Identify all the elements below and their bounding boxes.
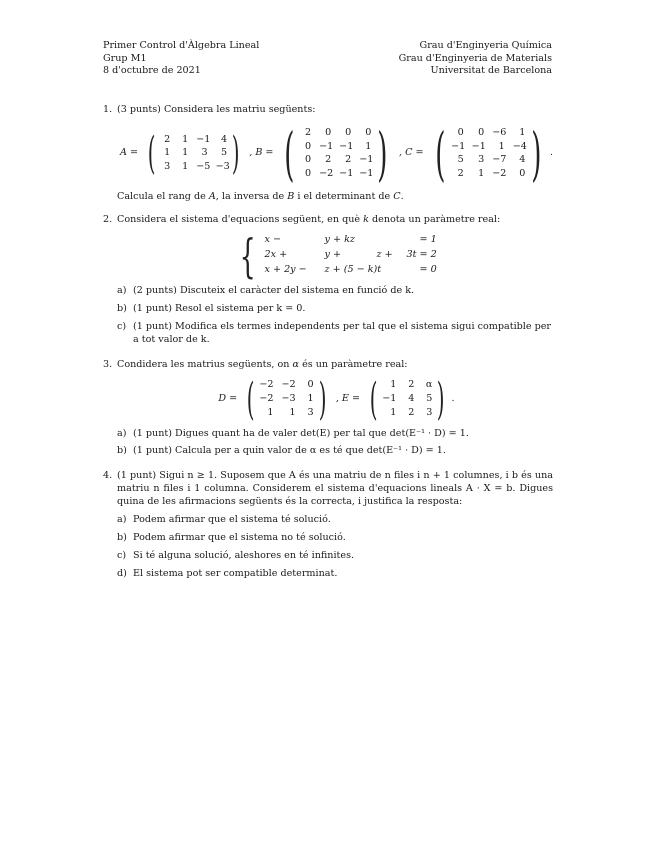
- matrix-cell: 3: [478, 154, 485, 166]
- intro-var: α: [292, 358, 300, 370]
- matrix-cell: −2: [259, 379, 274, 391]
- degree-2: Grau d'Enginyeria de Materials: [398, 52, 552, 64]
- matrix-cell: −1: [196, 133, 211, 145]
- matrix-a-label: A =: [120, 147, 139, 159]
- right-paren: ): [437, 373, 445, 425]
- matrix-b-grid: [301, 126, 374, 182]
- matrix-cell: 4: [220, 133, 228, 145]
- matrix-cell: 2: [408, 379, 415, 391]
- matrix-cell: 1: [390, 379, 397, 391]
- equation-term: y + kz: [324, 234, 355, 246]
- task-var: B: [287, 190, 295, 202]
- exam-content: [103, 104, 553, 581]
- problem-number: 3.: [103, 358, 113, 370]
- equation-term: x + 2y −: [264, 264, 307, 276]
- matrix-cell: 0: [457, 126, 464, 138]
- system-brace: {: [239, 228, 256, 283]
- equation-term: [377, 264, 407, 277]
- matrix-cell: 2: [345, 154, 352, 166]
- matrix-cell: 0: [519, 168, 526, 180]
- matrix-cell: 2: [164, 133, 171, 145]
- problem-intro: [117, 359, 553, 372]
- matrix-cell: −4: [512, 140, 527, 152]
- matrices-abc: [117, 119, 553, 188]
- subquestion-text: (1 punt) Digues quant ha de valer det(E) per tal que det(E⁻¹ · D) = 1.: [133, 427, 469, 439]
- subquestion-text: (1 punt) Calcula per a quin valor de α es té que det(E⁻¹ · D) = 1.: [133, 445, 446, 457]
- equation-term: z +: [376, 249, 393, 261]
- matrix-cell: −1: [382, 393, 397, 405]
- matrix-cell: 2: [408, 406, 415, 418]
- matrix-e-grid: [382, 379, 432, 420]
- equation-term: y +: [324, 249, 342, 261]
- subquestions: [117, 428, 553, 459]
- header-right: [292, 40, 552, 78]
- equation-term: 2x +: [264, 249, 288, 261]
- equation-system: [117, 228, 553, 283]
- subquestion-text: El sistema pot ser compatible determinat.: [133, 568, 338, 579]
- equation-term: x −: [264, 234, 282, 246]
- subquestion-label: c): [117, 320, 127, 332]
- subquestion-text: Podem afirmar que el sistema té solució.: [133, 514, 331, 526]
- problem-number: 4.: [103, 470, 113, 482]
- matrix-cell: 2: [305, 126, 312, 138]
- subquestion: [117, 532, 553, 545]
- matrices-de: [117, 373, 553, 425]
- matrix-cell: 0: [478, 126, 485, 138]
- problem-4: [103, 470, 553, 581]
- matrix-a: [143, 127, 244, 179]
- matrix-cell: 0: [345, 126, 352, 138]
- matrix-cell: −3: [215, 161, 230, 173]
- subquestion-label: b): [117, 532, 127, 544]
- left-paren: (: [284, 119, 295, 188]
- matrix-cell: 1: [365, 140, 372, 152]
- matrix-cell: 0: [305, 168, 312, 180]
- left-paren: (: [246, 373, 255, 425]
- subquestion-label: b): [117, 445, 127, 457]
- matrix-cell: 3: [201, 147, 208, 159]
- matrix-c-grid: [451, 127, 525, 182]
- matrix-cell: 1: [390, 406, 397, 418]
- subquestions: [117, 514, 553, 581]
- task-text: , la inversa de: [215, 190, 288, 202]
- left-paren: (: [369, 373, 378, 425]
- matrix-cell: −2: [281, 379, 296, 391]
- subquestion: [117, 285, 553, 298]
- matrix-cell: 1: [182, 133, 189, 145]
- system-grid: [265, 234, 437, 277]
- right-paren: ): [531, 119, 542, 188]
- matrix-cell: −1: [359, 168, 374, 180]
- matrix-cell: 2: [457, 168, 464, 180]
- problem-intro: (3 punts) Considera les matriu següents:: [117, 104, 316, 115]
- equation-term: 3t = 2: [406, 249, 437, 261]
- matrix-c-label: , C =: [398, 147, 424, 159]
- matrix-cell: 5: [220, 147, 228, 159]
- task-text: i el determinant de: [294, 190, 394, 202]
- problem-1-task: [117, 191, 553, 204]
- intro-var: k: [363, 213, 369, 225]
- right-paren: ): [377, 119, 388, 188]
- subquestion: [117, 568, 553, 581]
- degree-1: Grau d'Enginyeria Química: [419, 40, 552, 51]
- matrix-cell: −7: [492, 154, 507, 166]
- matrix-cell: 1: [164, 147, 171, 159]
- matrix-cell: −1: [319, 140, 334, 152]
- matrix-d: [242, 373, 331, 425]
- subquestion: [117, 550, 553, 563]
- intro-text: denota un paràmetre real:: [368, 213, 501, 225]
- subquestion-text: (1 punt) Modifica els termes independents per tal que el sistema sigui compatible per a tot valor de k.: [133, 320, 551, 345]
- matrix-e-end: .: [451, 393, 455, 405]
- matrix-e-label: , E =: [335, 393, 361, 405]
- university: Universitat de Barcelona: [430, 65, 552, 76]
- matrix-cell: 4: [408, 393, 415, 405]
- subquestion: [117, 428, 553, 441]
- matrix-cell: −1: [471, 140, 486, 152]
- matrix-e: [365, 373, 450, 425]
- matrix-cell: 3: [307, 406, 314, 418]
- problem-intro: [117, 214, 553, 227]
- matrix-b: [278, 119, 394, 188]
- group-label: Grup M1: [103, 52, 147, 64]
- matrix-a-grid: [160, 133, 230, 175]
- matrix-cell: 1: [182, 147, 189, 159]
- matrix-cell: 1: [498, 140, 505, 152]
- matrix-c: [429, 119, 548, 188]
- intro-text: Condidera les matrius següents, on: [117, 358, 293, 370]
- left-paren: (: [434, 119, 445, 188]
- subquestion-text: (2 punts) Discuteix el caràcter del sistema en funció de k.: [133, 284, 415, 296]
- matrix-d-grid: [259, 379, 313, 420]
- subquestion-text: (1 punt) Resol el sistema per k = 0.: [133, 302, 306, 314]
- subquestion-text: Si té alguna solució, aleshores en té infinites.: [133, 550, 355, 562]
- task-text: Calcula el rang de: [117, 190, 209, 202]
- matrix-cell: 0: [365, 126, 372, 138]
- task-text: .: [400, 190, 404, 202]
- matrix-cell: −1: [339, 140, 354, 152]
- subquestion-label: a): [117, 284, 127, 296]
- task-var: A: [208, 190, 216, 202]
- matrix-cell: 0: [325, 126, 332, 138]
- subquestion-label: a): [117, 427, 127, 439]
- equation-term: z + (5 − k)t: [324, 264, 382, 276]
- matrix-cell: 2: [325, 154, 332, 166]
- matrix-cell: −2: [319, 168, 334, 180]
- subquestion-label: a): [117, 514, 127, 526]
- subquestions: [117, 285, 553, 347]
- problem-number: 1.: [103, 104, 113, 115]
- matrix-cell: 1: [478, 168, 485, 180]
- problem-number: 2.: [103, 213, 113, 225]
- matrix-cell: 5: [426, 393, 433, 405]
- matrix-b-label: , B =: [249, 147, 274, 159]
- matrix-cell: 1: [307, 393, 314, 405]
- matrix-cell: −5: [196, 161, 211, 173]
- intro-text: Considera el sistema d'equacions següent, en què: [117, 213, 364, 225]
- problem-text: (1 punt) Sigui n ≥ 1. Suposem que A és una matriu de n files i n + 1 columnes, i b és una matriu n files i 1 columna. Considerem el sistema d'equacions lineals A · X = b. Digues quina de les afirmacions següents és la correcta, i justifica la resposta:: [117, 470, 553, 508]
- matrix-cell: 5: [457, 154, 464, 166]
- intro-text: és un paràmetre real:: [299, 358, 408, 370]
- subquestion-label: c): [117, 550, 127, 562]
- matrix-d-label: D =: [218, 393, 238, 405]
- matrix-cell: −1: [339, 168, 354, 180]
- matrix-cell: −1: [359, 154, 374, 166]
- matrix-cell: 0: [307, 379, 314, 391]
- right-paren: ): [318, 373, 327, 425]
- matrix-cell: α: [425, 379, 433, 391]
- task-var: C: [393, 190, 401, 202]
- equation-term: = 1: [419, 234, 437, 246]
- subquestion-text: Podem afirmar que el sistema no té solució.: [133, 532, 346, 544]
- matrix-cell: 1: [182, 161, 189, 173]
- matrix-cell: 1: [289, 406, 296, 418]
- subquestion: [117, 514, 553, 527]
- subquestion: [117, 303, 553, 316]
- matrix-cell: 0: [305, 154, 312, 166]
- subquestion: [117, 321, 553, 347]
- matrix-cell: −1: [451, 140, 466, 152]
- matrix-cell: 3: [164, 161, 171, 173]
- course-title: Primer Control d'Àlgebra Lineal: [103, 40, 260, 51]
- matrix-cell: −2: [259, 393, 274, 405]
- matrix-cell: 0: [305, 140, 312, 152]
- subquestion: [117, 445, 553, 458]
- equation-term: = 0: [419, 264, 437, 276]
- matrix-cell: 3: [426, 406, 433, 418]
- problem-2: [103, 214, 553, 347]
- matrix-cell: −2: [492, 168, 507, 180]
- equation-term: [377, 234, 407, 247]
- matrix-cell: 4: [519, 154, 526, 166]
- matrix-c-end: .: [549, 147, 553, 159]
- problem-1: [103, 104, 553, 204]
- exam-date: 8 d'octubre de 2021: [103, 65, 201, 76]
- subquestion-label: d): [117, 568, 127, 579]
- problem-3: [103, 359, 553, 459]
- left-paren: (: [147, 127, 156, 179]
- subquestion-label: b): [117, 302, 127, 314]
- matrix-cell: −3: [281, 393, 296, 405]
- matrix-cell: −6: [492, 126, 507, 138]
- right-paren: ): [231, 127, 240, 179]
- matrix-cell: 1: [267, 406, 274, 418]
- matrix-cell: 1: [519, 126, 526, 138]
